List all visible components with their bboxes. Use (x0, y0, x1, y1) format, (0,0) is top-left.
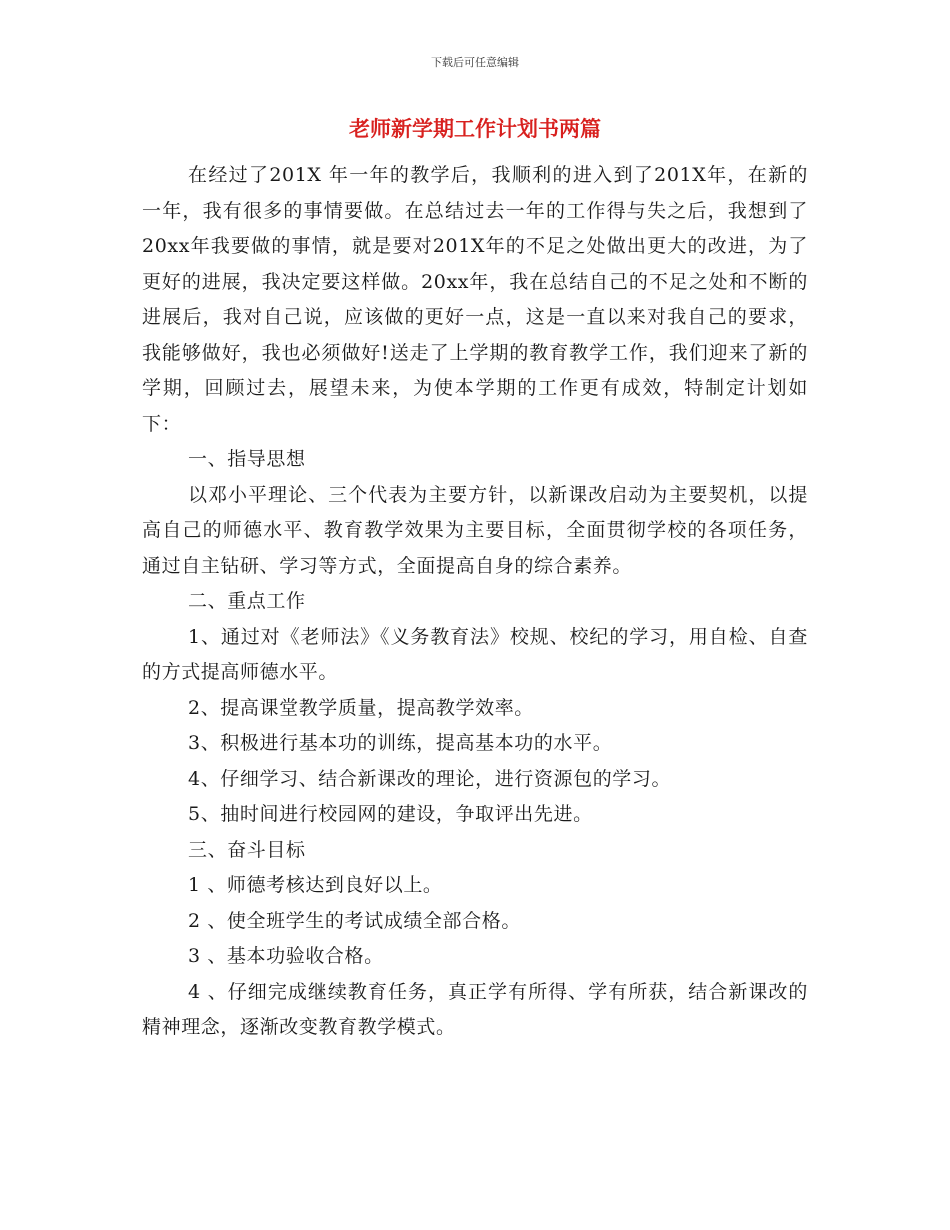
section-heading-guiding-thought: 一、指导思想 (188, 448, 306, 470)
section-heading-key-work: 二、重点工作 (188, 590, 306, 612)
key-work-item: 1、通过对《老师法》《义务教育法》校规、校纪的学习，用自检、自查的方式提高师德水平。 (142, 625, 808, 683)
section-heading-goals: 三、奋斗目标 (188, 838, 306, 861)
key-work-item: 4、仔细学习、结合新课改的理论，进行资源包的学习。 (188, 767, 672, 790)
page-header: 下载后可任意编辑 (431, 56, 519, 69)
key-work-item: 5、抽时间进行校园网的建设，争取评出先进。 (188, 803, 593, 825)
goal-item: 1 、师德考核达到良好以上。 (188, 874, 443, 896)
goal-item: 2 、使全班学生的考试成绩全部合格。 (188, 909, 521, 932)
guiding-thought-paragraph: 以邓小平理论、三个代表为主要方针，以新课改启动为主要契机，以提高自己的师德水平、教育教学效果为主要目标，全面贯彻学校的各项任务，通过自主钻研、学习等方式，全面提高自身的综合素养。 (142, 483, 808, 577)
intro-paragraph: 在经过了201X 年一年的教学后，我顺利的进入到了201X年，在新的一年，我有很多的事情要做。在总结过去一年的工作得与失之后，我想到了20xx年我要做的事情，就是要对201X年的不足之处做出更大的改进，为了更好的进展，我决定要这样做。20xx年，我在总结自己的不足之处和不断的进展后，我对自己说，应该做的更好一点，这是一直以来对我自己的要求，我能够做好，我也必须做好!送走了上学期的教育教学工作，我们迎来了新的学期，回顾过去，展望未来，为使本学期的工作更有成效，特制定计划如下： (142, 164, 808, 435)
document-title: 老师新学期工作计划书两篇 (349, 117, 601, 141)
key-work-item: 2、提高课堂教学质量，提高教学效率。 (188, 696, 534, 719)
key-work-item: 3、积极进行基本功的训练，提高基本功的水平。 (188, 732, 613, 754)
goal-item: 4 、仔细完成继续教育任务，真正学有所得、学有所获，结合新课改的精神理念，逐渐改变教育教学模式。 (142, 980, 808, 1038)
goal-item: 3 、基本功验收合格。 (188, 945, 384, 967)
document-body (142, 158, 808, 1046)
